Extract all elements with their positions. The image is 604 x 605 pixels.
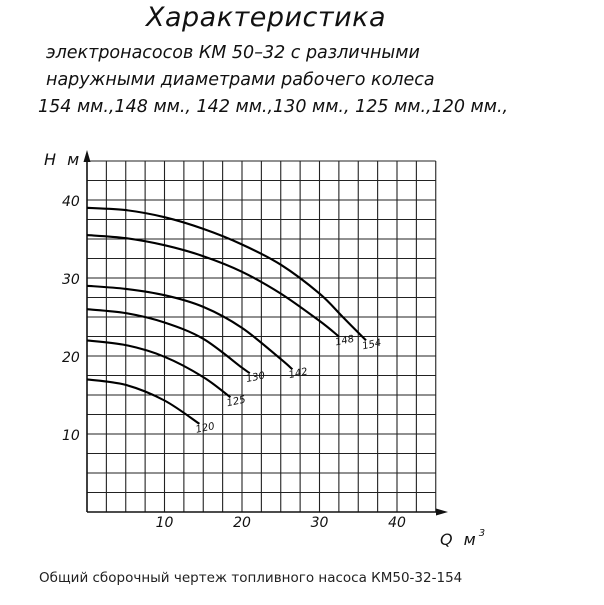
x-tick-label: 30	[310, 515, 329, 531]
x-axis-label-sup: 3	[478, 528, 489, 539]
curve-120	[87, 379, 199, 424]
figure-caption: Общий сборочный чертеж топливного насоса КМ50-32-154	[39, 570, 463, 586]
x-tick-label: 20	[233, 515, 251, 531]
y-tick-label: 20	[62, 350, 80, 366]
curve-154	[87, 208, 366, 341]
y-tick-label: 10	[62, 428, 80, 444]
y-tick-label: 40	[62, 194, 80, 210]
curve-label-120: 120	[194, 421, 216, 436]
grid	[87, 161, 436, 512]
x-axis-label-base: Q м	[440, 530, 479, 549]
subtitle-line-2: наружными диаметрами рабочего колеса	[46, 70, 435, 90]
subtitle-line-3: 154 мм.,148 мм., 142 мм.,130 мм., 125 мм.,120 мм.,	[38, 97, 509, 117]
x-tick-label: 10	[155, 515, 174, 531]
curve-label-148: 148	[334, 333, 356, 349]
subtitle-line-1: электронасосов КМ 50–32 с различными	[46, 43, 420, 63]
y-axis-label: Н м	[44, 150, 83, 169]
chart-title: Характеристика	[146, 2, 387, 33]
curves	[87, 208, 382, 436]
curve-label-142: 142	[287, 366, 309, 382]
curve-label-130: 130	[245, 370, 267, 386]
y-tick-label: 30	[62, 272, 80, 288]
x-axis-arrow	[436, 509, 448, 516]
axes	[84, 150, 449, 516]
x-tick-label: 40	[388, 515, 406, 531]
x-axis-label	[440, 528, 488, 549]
curve-148	[87, 235, 339, 336]
curve-label-125: 125	[225, 394, 247, 410]
y-axis-arrow	[84, 150, 91, 162]
curve-label-154: 154	[361, 337, 383, 353]
curve-125	[87, 340, 230, 397]
